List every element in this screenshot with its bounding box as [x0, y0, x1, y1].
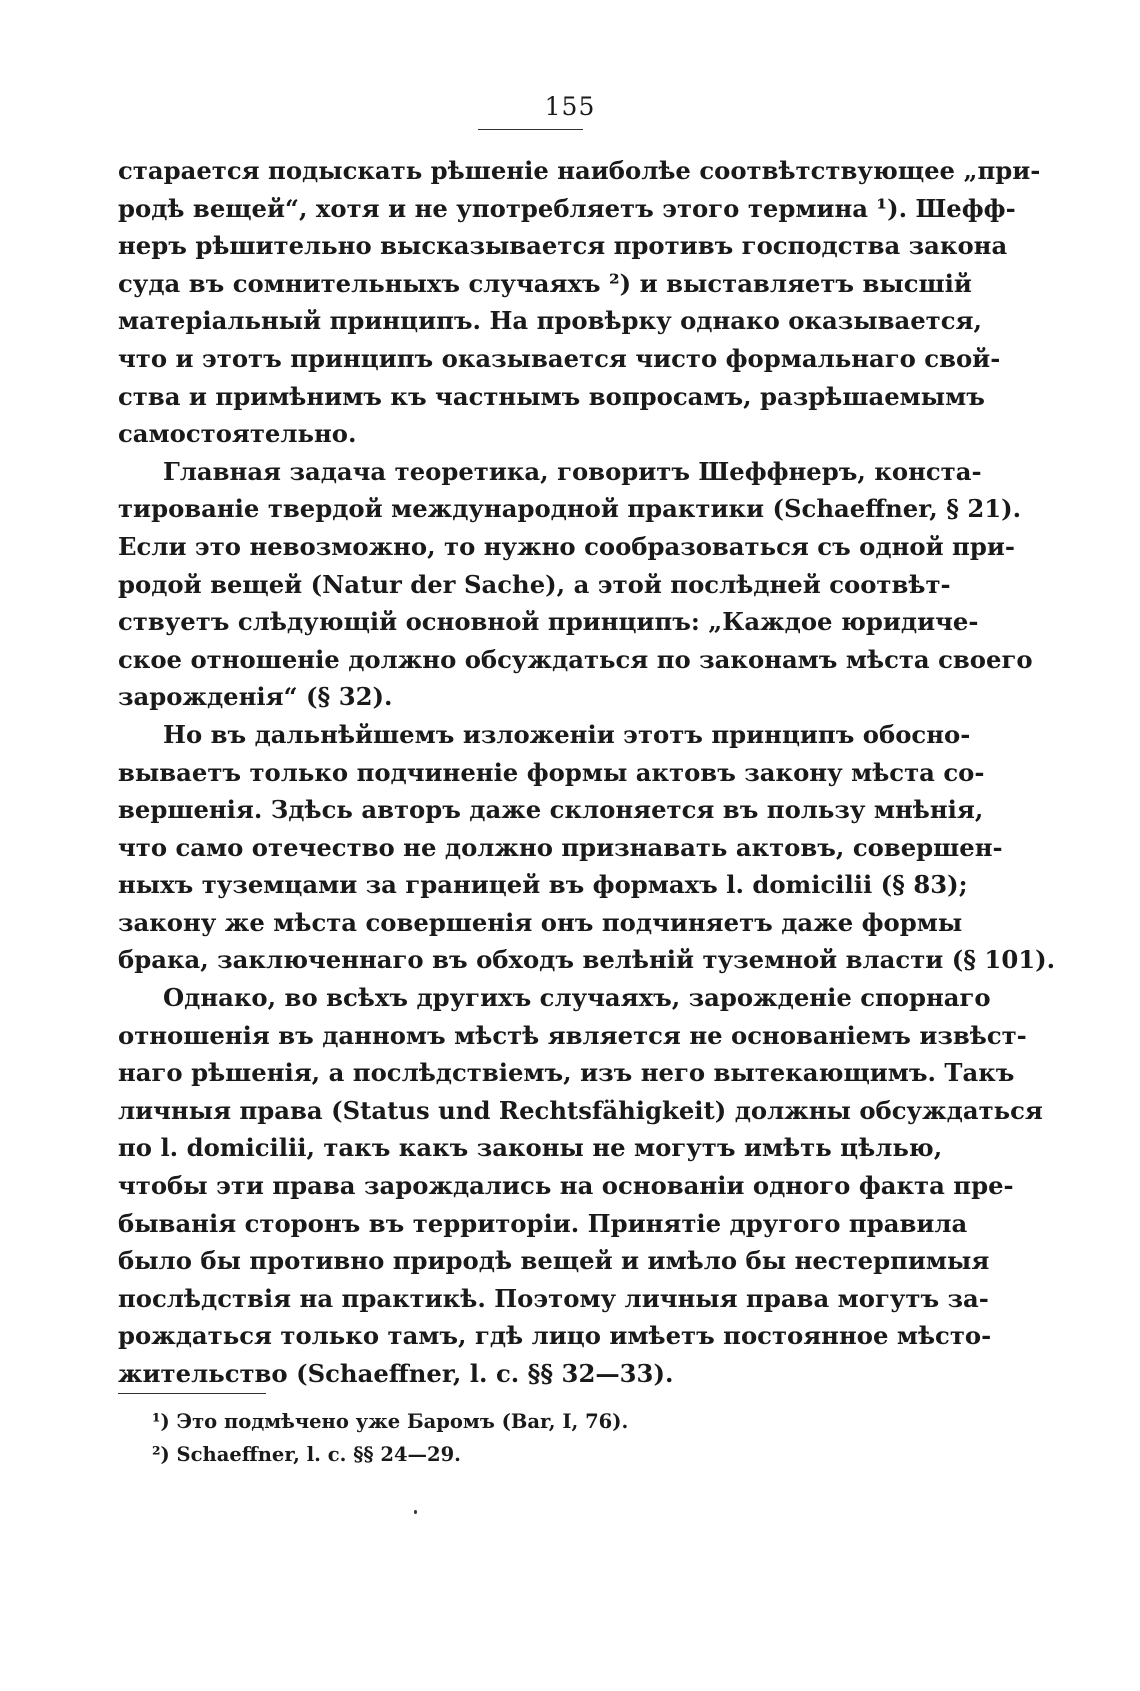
text-line: наго рѣшенія, а послѣдствіемъ, изъ него вытекающимъ. Такъ: [118, 1058, 1015, 1088]
footnote-rule: [118, 1393, 266, 1394]
paragraph: [118, 979, 1043, 1393]
text-line: закону же мѣста совершенія онъ подчиняетъ даже формы: [118, 907, 963, 937]
text-line: самостоятельно.: [118, 419, 357, 449]
text-line: матеріальный принципъ. На провѣрку однако оказывается,: [118, 306, 982, 336]
ink-speck: [414, 1510, 417, 1514]
body-text: [118, 152, 1056, 1393]
text-line: брака, заключеннаго въ обходъ велѣній туземной власти (§ 101).: [118, 945, 1056, 975]
text-line: Однако, во всѣхъ другихъ случаяхъ, зарожденіе спорнаго: [163, 983, 991, 1013]
text-line: Главная задача теоретика, говоритъ Шеффнеръ, конста-: [163, 456, 982, 486]
paragraph: [118, 152, 1041, 453]
text-line: быванія сторонъ въ территоріи. Принятіе другого правила: [118, 1208, 968, 1238]
text-line: по l. domicilii, такъ какъ законы не могутъ имѣть цѣлью,: [118, 1133, 943, 1163]
text-line: тированіе твердой международной практики (Schaeffner, § 21).: [118, 494, 1022, 524]
footnote: ²) Schaeffner, l. c. §§ 24—29.: [152, 1443, 461, 1466]
text-line: старается подыскать рѣшеніе наиболѣе соотвѣтствующее „при-: [118, 156, 1041, 185]
text-line: ныхъ туземцами за границей въ формахъ l. domicilii (§ 83);: [118, 870, 968, 900]
text-line: послѣдствія на практикѣ. Поэтому личныя права могутъ за-: [118, 1283, 989, 1313]
footnotes: [152, 1405, 628, 1471]
text-line: Но въ дальнѣйшемъ изложеніи этотъ принципъ обосно-: [163, 719, 971, 749]
text-line: личныя права (Status und Rechtsfähigkeit) должны обсуждаться: [118, 1095, 1043, 1125]
paragraph: [118, 716, 1056, 979]
text-line: родой вещей (Natur der Sache), а этой послѣдней соотвѣт-: [118, 569, 951, 599]
text-line: вершенія. Здѣсь авторъ даже склоняется въ пользу мнѣнія,: [118, 795, 984, 825]
text-line: неръ рѣшительно высказывается противъ господства закона: [118, 231, 1008, 261]
text-line: суда въ сомнительныхъ случаяхъ ²) и выставляетъ высшій: [118, 268, 972, 298]
text-line: вываетъ только подчиненіе формы актовъ закону мѣста со-: [118, 757, 985, 787]
text-line: родѣ вещей“, хотя и не употребляетъ этого термина ¹). Шефф-: [118, 193, 1016, 223]
text-line: Если это невозможно, то нужно сообразоваться съ одной при-: [118, 531, 1015, 561]
text-line: жительство (Schaeffner, l. c. §§ 32—33).: [118, 1359, 674, 1388]
text-line: зарожденія“ (§ 32).: [118, 682, 393, 712]
text-line: было бы противно природѣ вещей и имѣло бы нестерпимыя: [118, 1246, 990, 1276]
text-line: чтобы эти права зарождались на основаніи одного факта пре-: [118, 1171, 1014, 1201]
text-line: что и этотъ принципъ оказывается чисто формальнаго свой-: [118, 343, 1001, 373]
page-number: 155: [544, 92, 596, 121]
text-line: что само отечество не должно признавать актовъ, совершен-: [118, 832, 1003, 862]
footnote: ¹) Это подмѣчено уже Баромъ (Bar, I, 76).: [152, 1410, 629, 1433]
text-line: ства и примѣнимъ къ частнымъ вопросамъ, разрѣшаемымъ: [118, 381, 985, 411]
text-line: отношенія въ данномъ мѣстѣ является не основаніемъ извѣст-: [118, 1020, 1027, 1050]
text-line: ское отношеніе должно обсуждаться по законамъ мѣста своего: [118, 644, 1033, 674]
page-number-rule: [478, 129, 583, 130]
text-line: рождаться только тамъ, гдѣ лицо имѣетъ постоянное мѣсто-: [118, 1321, 992, 1351]
paragraph: [118, 453, 1033, 716]
text-line: ствуетъ слѣдующій основной принципъ: „Каждое юридиче-: [118, 607, 979, 637]
